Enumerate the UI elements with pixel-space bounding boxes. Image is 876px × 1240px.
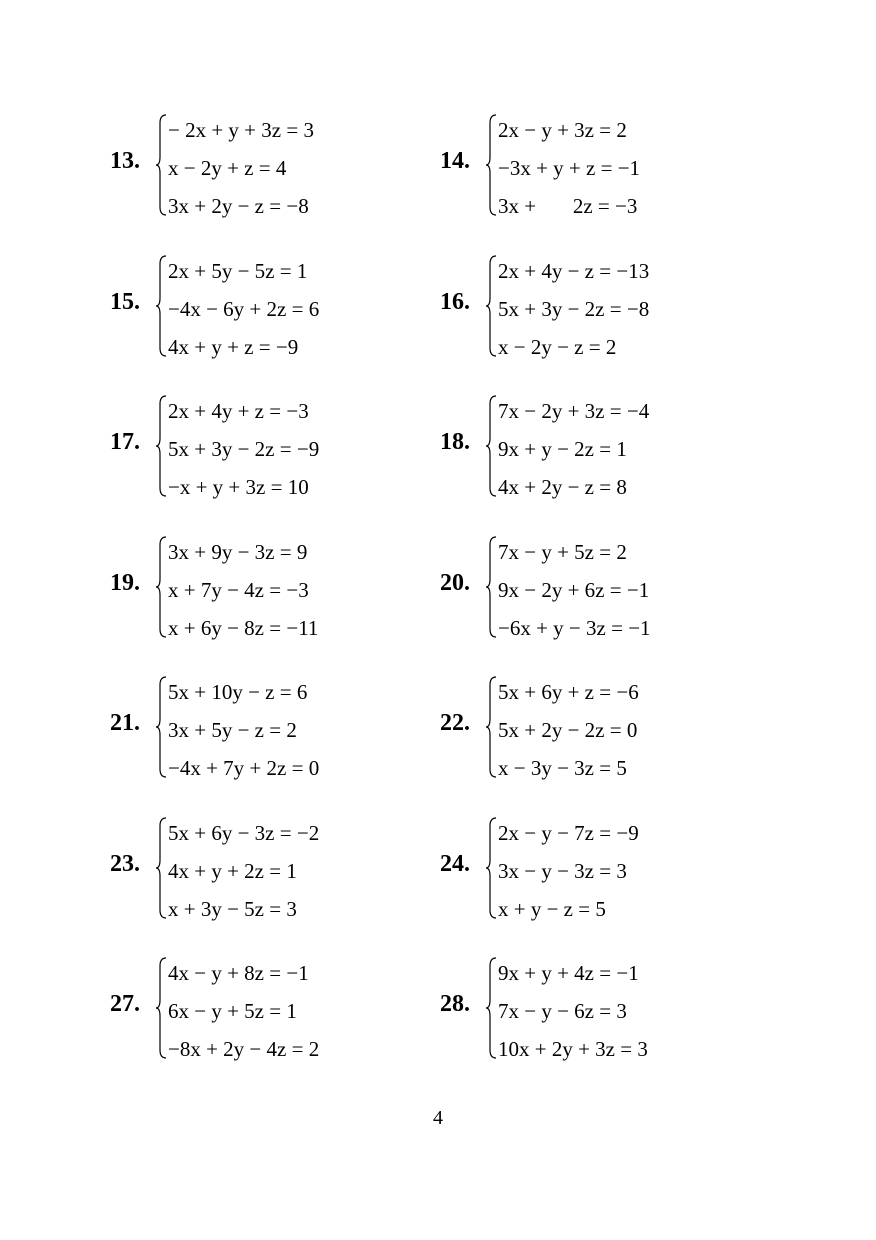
- equation: 3x + 2z = −3: [498, 194, 638, 218]
- equation-system: [498, 252, 649, 366]
- left-brace-icon: [486, 394, 498, 498]
- equation: −4x − 6y + 2z = 6: [168, 297, 320, 321]
- problem-number: 13.: [110, 148, 140, 174]
- equation-system: [168, 533, 318, 647]
- equation: 4x − y + 8z = −1: [168, 961, 309, 985]
- problem-number: 16.: [440, 289, 470, 315]
- equation: x − 3y − 3z = 5: [498, 756, 627, 780]
- equation: 6x − y + 5z = 1: [168, 999, 297, 1023]
- problem-number: 20.: [440, 570, 470, 596]
- problem-number: 24.: [440, 851, 470, 877]
- equation: 3x + 2y − z = −8: [168, 194, 309, 218]
- problem-15: [110, 252, 440, 366]
- problem-number: 18.: [440, 429, 470, 455]
- equation: −4x + 7y + 2z = 0: [168, 756, 320, 780]
- problem-16: [440, 252, 770, 366]
- equation: 5x + 10y − z = 6: [168, 680, 308, 704]
- left-brace-icon: [156, 816, 168, 920]
- left-brace-icon: [156, 394, 168, 498]
- equation: 4x + y + 2z = 1: [168, 859, 297, 883]
- left-brace-icon: [156, 113, 168, 217]
- equation-system: [168, 954, 319, 1068]
- equation-system: [168, 814, 319, 928]
- problem-number: 27.: [110, 991, 140, 1017]
- equation: 3x + 9y − 3z = 9: [168, 540, 308, 564]
- left-brace-icon: [156, 535, 168, 639]
- problem-number: 23.: [110, 851, 140, 877]
- equation: −x + y + 3z = 10: [168, 475, 309, 499]
- equation: x − 2y − z = 2: [498, 335, 617, 359]
- equation: 7x − 2y + 3z = −4: [498, 399, 650, 423]
- problem-27: [110, 954, 440, 1068]
- equation-system: [168, 392, 319, 506]
- problem-22: [440, 673, 770, 787]
- problem-18: [440, 392, 770, 506]
- equation: 2x − y + 3z = 2: [498, 118, 627, 142]
- problem-24: [440, 814, 770, 928]
- equation: x + 7y − 4z = −3: [168, 578, 309, 602]
- problem-28: [440, 954, 770, 1068]
- problem-number: 22.: [440, 710, 470, 736]
- equation: −3x + y + z = −1: [498, 156, 641, 180]
- left-brace-icon: [156, 956, 168, 1060]
- problem-19: [110, 533, 440, 647]
- equation: 10x + 2y + 3z = 3: [498, 1037, 648, 1061]
- equation-system: [168, 111, 314, 225]
- equation: 5x + 2y − 2z = 0: [498, 718, 638, 742]
- equation-system: [168, 252, 319, 366]
- equation: 2x + 4y + z = −3: [168, 399, 309, 423]
- left-brace-icon: [486, 675, 498, 779]
- equation: 5x + 3y − 2z = −8: [498, 297, 650, 321]
- left-brace-icon: [156, 254, 168, 358]
- equation-system: [498, 954, 648, 1068]
- problem-number: 21.: [110, 710, 140, 736]
- left-brace-icon: [486, 113, 498, 217]
- equation: 7x − y − 6z = 3: [498, 999, 627, 1023]
- equation-system: [498, 673, 639, 787]
- equation-system: [498, 533, 651, 647]
- equation: x − 2y + z = 4: [168, 156, 287, 180]
- equation: 5x + 6y + z = −6: [498, 680, 639, 704]
- problem-number: 15.: [110, 289, 140, 315]
- equation: 9x + y + 4z = −1: [498, 961, 639, 985]
- equation: 4x + 2y − z = 8: [498, 475, 627, 499]
- equation: 9x + y − 2z = 1: [498, 437, 627, 461]
- problem-17: [110, 392, 440, 506]
- equation: −8x + 2y − 4z = 2: [168, 1037, 320, 1061]
- equation: −6x + y − 3z = −1: [498, 616, 651, 640]
- left-brace-icon: [486, 956, 498, 1060]
- equation: 5x + 3y − 2z = −9: [168, 437, 320, 461]
- equation-system: [498, 111, 640, 225]
- equation: 4x + y + z = −9: [168, 335, 299, 359]
- equation: 2x − y − 7z = −9: [498, 821, 639, 845]
- equation-system: [498, 392, 649, 506]
- equation: x + 3y − 5z = 3: [168, 897, 297, 921]
- page-number: 4: [433, 1107, 443, 1129]
- equation: 3x + 5y − z = 2: [168, 718, 297, 742]
- problem-14: [440, 111, 770, 225]
- left-brace-icon: [486, 535, 498, 639]
- left-brace-icon: [486, 254, 498, 358]
- left-brace-icon: [486, 816, 498, 920]
- equation: 2x + 5y − 5z = 1: [168, 259, 308, 283]
- equation: 2x + 4y − z = −13: [498, 259, 650, 283]
- problem-number: 17.: [110, 429, 140, 455]
- equation: − 2x + y + 3z = 3: [168, 118, 314, 142]
- problem-number: 19.: [110, 570, 140, 596]
- left-brace-icon: [156, 675, 168, 779]
- equation: 7x − y + 5z = 2: [498, 540, 627, 564]
- equation: x + y − z = 5: [498, 897, 606, 921]
- equation: x + 6y − 8z = −11: [168, 616, 319, 640]
- problem-23: [110, 814, 440, 928]
- equation: 3x − y − 3z = 3: [498, 859, 627, 883]
- problem-13: [110, 111, 440, 225]
- equation-system: [498, 814, 639, 928]
- problem-21: [110, 673, 440, 787]
- equation: 5x + 6y − 3z = −2: [168, 821, 320, 845]
- problem-number: 14.: [440, 148, 470, 174]
- equation: 9x − 2y + 6z = −1: [498, 578, 650, 602]
- problem-20: [440, 533, 770, 647]
- equation-system: [168, 673, 319, 787]
- problem-number: 28.: [440, 991, 470, 1017]
